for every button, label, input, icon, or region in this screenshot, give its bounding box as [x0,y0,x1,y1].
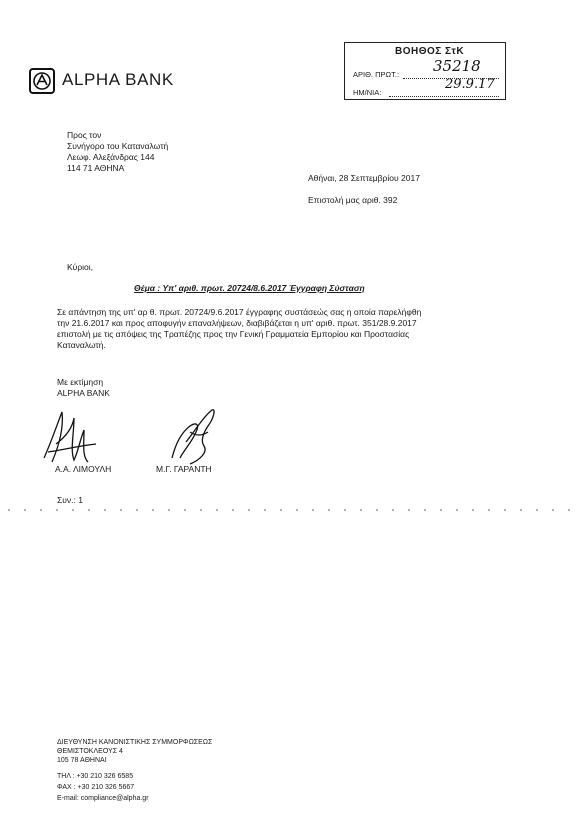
stamp-date-dots [389,96,499,97]
footer-city: 105 78 ΑΘΗΝΑΙ [57,757,107,764]
signatory-2-name: Μ.Γ. ΓΑΡΑΝΤΗ [156,464,212,474]
enclosure: Συν.: 1 [57,495,83,505]
footer-phone: ΤΗΛ : +30 210 326 6585 [57,773,134,780]
stamp-protocol-number: 35218 [433,57,481,75]
recipient-line-4: 114 71 ΑΘΗΝΑ [67,163,125,173]
footer-fax: ΦΑΧ : +30 210 326 5667 [57,784,135,791]
signature-1 [38,400,108,470]
letter-reference: Επιστολή μας αριθ. 392 [308,195,398,205]
footer-street: ΘΕΜΙΣΤΟΚΛΕΟΥΣ 4 [57,748,123,755]
stamp-protocol-label: ΑΡΙΘ. ΠΡΩΤ.: [353,70,400,79]
stamp-title: ΒΟΗΘΟΣ ΣτΚ [395,46,465,57]
recipient-line-2: Συνήγορο του Καταναλωτή [67,141,169,151]
recipient-line-3: Λεωφ. Αλεξάνδρας 144 [67,152,155,162]
signatory-1-name: Α.Α. ΛΙΜΟΥΛΗ [55,464,112,474]
bank-name: ALPHA BANK [62,70,174,89]
body-line-4: Καταναλωτή. [57,340,106,350]
footer-department: ΔΙΕΥΘΥΝΣΗ ΚΑΝΟΝΙΣΤΙΚΗΣ ΣΥΜΜΟΡΦΩΣΕΩΣ [57,739,213,746]
incoming-stamp [344,42,506,100]
closing-line-2: ALPHA BANK [57,388,110,398]
recipient-line-1: Προς τον [67,130,102,140]
salutation: Κύριοι, [67,262,94,272]
body-line-2: την 21.6.2017 και προς αποφυγήν επαναλήψεων, διαβιβάζεται η υπ' αριθ. πρωτ. 351/28.9.2017 [57,318,417,328]
subject-line: Θέμα : Υπ' αριθ. πρωτ. 20724/8.6.2017 Έγγραφη Σύσταση [134,283,365,293]
body-line-1: Σε απάντηση της υπ' αρ θ. πρωτ. 20724/9.6.2017 έγγραφης συστάσεώς σας η οποία παρελήφθη [57,307,422,317]
alpha-bank-logo-icon [29,68,55,94]
body-line-3: επιστολή με τις απόψεις της Τραπέζης προς την Γενική Γραμματεία Εμπορίου και Προστασίας [57,329,410,339]
letter-date: Αθήναι, 28 Σεπτεμβρίου 2017 [308,173,420,183]
stamp-date-label: ΗΜ/ΝΙΑ: [353,88,382,97]
signature-2 [160,402,230,472]
stamp-date-value: 29.9.17 [445,77,495,92]
scan-dashed-line [0,509,576,511]
closing-line-1: Με εκτίμηση [57,377,104,387]
footer-email: E-mail: compliance@alpha.gr [57,795,149,802]
